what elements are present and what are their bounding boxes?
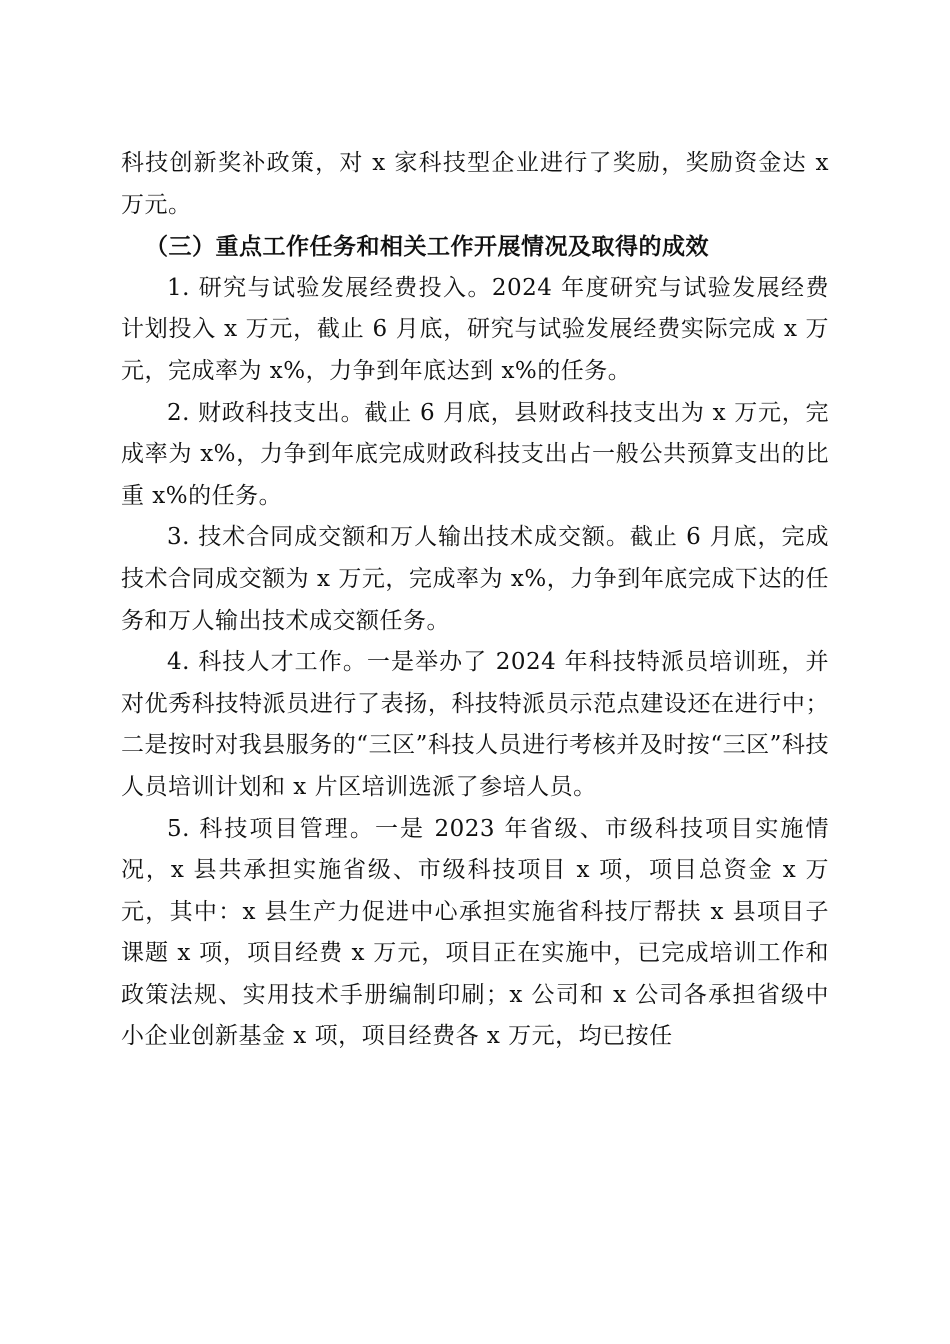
paragraph-continuation: 科技创新奖补政策，对 x 家科技型企业进行了奖励，奖励资金达 x 万元。: [121, 150, 829, 218]
document-body: [121, 143, 829, 1058]
paragraph-fiscal-spending: 2. 财政科技支出。截止 6 月底，县财政科技支出为 x 万元，完成率为 x%，力争到年底完成财政科技支出占一般公共预算支出的比重 x%的任务。: [121, 399, 829, 509]
section-heading: （三）重点工作任务和相关工作开展情况及取得的成效: [145, 233, 709, 261]
paragraph-tech-contracts: 3. 技术合同成交额和万人输出技术成交额。截止 6 月底，完成技术合同成交额为 x 万元，完成率为 x%，力争到年底完成下达的任务和万人输出技术成交额任务。: [121, 524, 829, 634]
paragraph-rd-investment: 1. 研究与试验发展经费投入。2024 年度研究与试验发展经费计划投入 x 万元，截止 6 月底，研究与试验发展经费实际完成 x 万元，完成率为 x%，力争到年底达到 x%的任务。: [121, 274, 829, 384]
paragraph-talent-work: 4. 科技人才工作。一是举办了 2024 年科技特派员培训班，并对优秀科技特派员进行了表扬，科技特派员示范点建设还在进行中；二是按时对我县服务的“三区”科技人员进行考核并及时按“三区”科技人员培训计划和 x 片区培训选派了参培人员。: [121, 649, 829, 800]
paragraph-project-management: 5. 科技项目管理。一是 2023 年省级、市级科技项目实施情况，x 县共承担实施省级、市级科技项目 x 项，项目总资金 x 万元，其中：x 县生产力促进中心承担实施省科技厅帮扶 x 县项目子课题 x 项，项目经费 x 万元，项目正在实施中，已完成培训工作和政策法规、实用技术手册编制印刷；x 公司和 x 公司各承担省级中小企业创新基金 x 项，项目经费各 x 万元，均已按任: [121, 815, 829, 1050]
